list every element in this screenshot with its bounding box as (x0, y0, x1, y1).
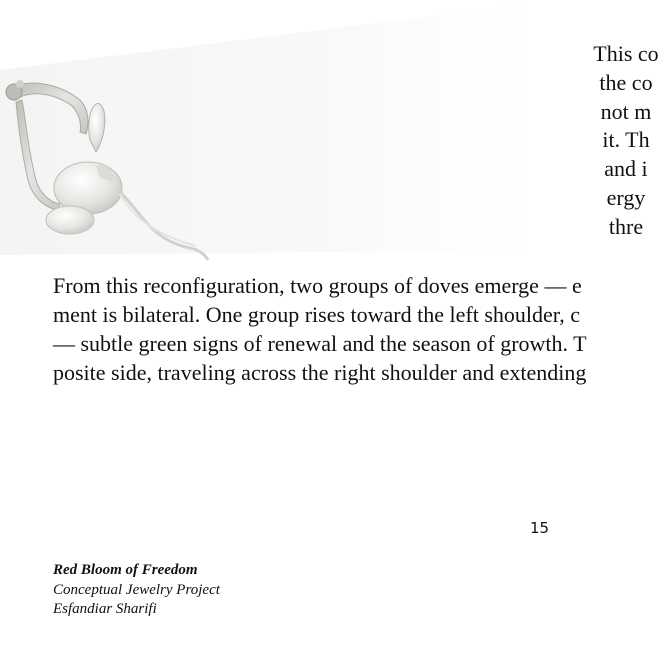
side-paragraph-line: not m (600, 98, 652, 124)
side-paragraph-line: it. Th (602, 127, 650, 153)
footer-title: Red Bloom of Freedom (53, 562, 198, 578)
jewelry-sculpture-image (0, 70, 210, 260)
side-paragraph-line: and i (604, 156, 648, 182)
body-paragraph-line: ment is bilateral. One group rises toward the left shoulder, c (53, 302, 580, 327)
footer-author: Esfandiar Sharifi (53, 601, 157, 617)
footer-credits (53, 561, 220, 620)
side-paragraph-line: thre (608, 213, 644, 239)
body-paragraph-line: posite side, traveling across the right shoulder and extending (53, 360, 587, 385)
side-paragraph-line: the co (599, 69, 653, 95)
side-paragraph-line: This co (593, 41, 659, 66)
body-paragraph (53, 271, 587, 387)
body-paragraph-line: From this reconfiguration, two groups of doves emerge — e (53, 273, 582, 298)
body-paragraph-line: — subtle green signs of renewal and the season of growth. T (53, 331, 587, 356)
page-number: 15 (530, 519, 550, 537)
side-paragraph (586, 40, 666, 242)
side-paragraph-line: ergy (606, 184, 646, 210)
footer-subtitle: Conceptual Jewelry Project (53, 581, 220, 598)
